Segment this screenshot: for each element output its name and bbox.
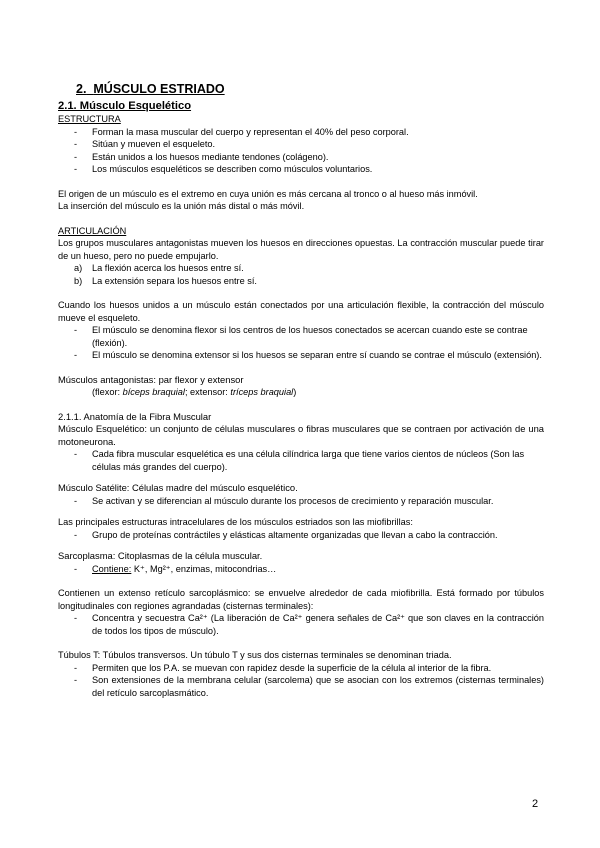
satelite-list: [58, 495, 544, 508]
list-marker: a): [74, 263, 83, 273]
articulacion-lettered-list: [58, 262, 544, 287]
flexor-extensor-list: [58, 324, 544, 362]
detail-prefix: (flexor:: [92, 387, 123, 397]
anatomia-para: Músculo Esquelético: un conjunto de células musculares o fibras musculares que se contraen por activación de una motoneurona.: [58, 423, 544, 447]
section-number: 2.: [76, 82, 87, 96]
list-item-text: La extensión separa los huesos entre sí.: [92, 275, 257, 286]
origen-line: El origen de un músculo es el extremo en cuya unión es más cercana al tronco o al hueso más inmóvil.: [58, 188, 478, 199]
list-item: [58, 275, 544, 288]
list-item: - Sitúan y mueven el esqueleto.: [58, 138, 544, 151]
anatomia-list: [58, 448, 544, 473]
contiene-label: Contiene:: [92, 563, 132, 574]
list-item: [58, 563, 544, 576]
list-item: - Grupo de proteínas contráctiles y elásticas altamente organizadas que llevan a cabo la contracción.: [58, 529, 544, 542]
antagonistas-title: Músculos antagonistas: par flexor y extensor: [58, 373, 244, 385]
miofibrillas-list: [58, 529, 544, 542]
list-item: - El músculo se denomina extensor si los huesos se separan entre sí cuando se contrae el músculo (extensión).: [58, 349, 544, 362]
page-number: 2: [532, 798, 539, 810]
detail-suffix: ): [293, 387, 297, 397]
list-item-text: La flexión acerca los huesos entre sí.: [92, 263, 244, 273]
sarcoplasma-para: Sarcoplasma: Citoplasmas de la célula muscular.: [58, 550, 263, 561]
tubulos-para: Túbulos T: Túbulos transversos. Un túbulo T y sus dos cisternas terminales se denominan triada.: [58, 650, 452, 660]
articulacion-intro: Los grupos musculares antagonistas mueven los huesos en direcciones opuestas. La contracción muscular puede tirar de un hueso, pero no puede empujarlo.: [58, 238, 544, 261]
miofibrillas-para: Las principales estructuras intracelulares de los músculos estriados son las miofibrillas:: [58, 517, 413, 527]
section-title: MÚSCULO ESTRIADO: [93, 82, 225, 96]
antagonistas-detail: [58, 386, 544, 399]
list-item: - Permiten que los P.A. se muevan con rapidez desde la superficie de la célula al interior de la fibra.: [58, 662, 544, 675]
document-page: [58, 82, 544, 699]
subsection-heading: 2.1. Músculo Esquelético: [58, 100, 192, 112]
section-heading: [76, 82, 544, 97]
reticulo-para: Contienen un extenso retículo sarcoplásmico: se envuelve alrededor de cada miofibrilla. Está formado por túbulos longitudinales con regiones agrandadas (cisternas terminales):: [58, 588, 544, 611]
articulacion-label: ARTICULACIÓN: [58, 225, 127, 236]
reticulo-list: [58, 612, 544, 637]
articulacion-para: Cuando los huesos unidos a un músculo están conectados por una articulación flexible, la contracción del músculo mueve el esqueleto.: [58, 300, 544, 323]
list-item: - Forman la masa muscular del cuerpo y representan el 40% del peso corporal.: [58, 126, 544, 139]
sarcoplasma-list: [58, 563, 544, 576]
anatomia-title: 2.1.1. Anatomía de la Fibra Muscular: [58, 410, 212, 422]
extensor-example: tríceps braquial: [230, 387, 294, 397]
list-item: - El músculo se denomina flexor si los centros de los huesos conectados se acercan cuando este se contrae (flexión).: [58, 324, 544, 349]
list-item: [58, 262, 544, 275]
estructura-list: [58, 126, 544, 176]
list-item: - Los músculos esqueléticos se describen como músculos voluntarios.: [58, 163, 544, 176]
flexor-example: bíceps braquial: [122, 387, 185, 397]
list-item: - Cada fibra muscular esquelética es una célula cilíndrica larga que tiene varios cientos de núcleos (Son las células más grandes del cuerpo).: [58, 448, 544, 473]
insercion-line: La inserción del músculo es la unión más distal o más móvil.: [58, 201, 305, 211]
list-marker: b): [74, 275, 83, 286]
list-item: - Son extensiones de la membrana celular (sarcolema) que se asocian con los extremos (cisternas terminales) del retículo sarcoplasmático.: [58, 674, 544, 699]
satelite-para: Músculo Satélite: Células madre del músculo esquelético.: [58, 482, 298, 493]
list-item: - Concentra y secuestra Ca²⁺ (La liberación de Ca²⁺ genera señales de Ca²⁺ que son claves en la contracción de todos los tipos de músculo).: [58, 612, 544, 637]
tubulos-list: [58, 662, 544, 700]
list-item: - Están unidos a los huesos mediante tendones (colágeno).: [58, 151, 544, 164]
detail-mid: ; extensor:: [184, 387, 231, 397]
contiene-text: K⁺, Mg²⁺, enzimas, mitocondrias…: [131, 563, 277, 574]
list-item: - Se activan y se diferencian al músculo durante los procesos de crecimiento y reparación muscular.: [58, 495, 544, 508]
estructura-label: ESTRUCTURA: [58, 114, 121, 124]
